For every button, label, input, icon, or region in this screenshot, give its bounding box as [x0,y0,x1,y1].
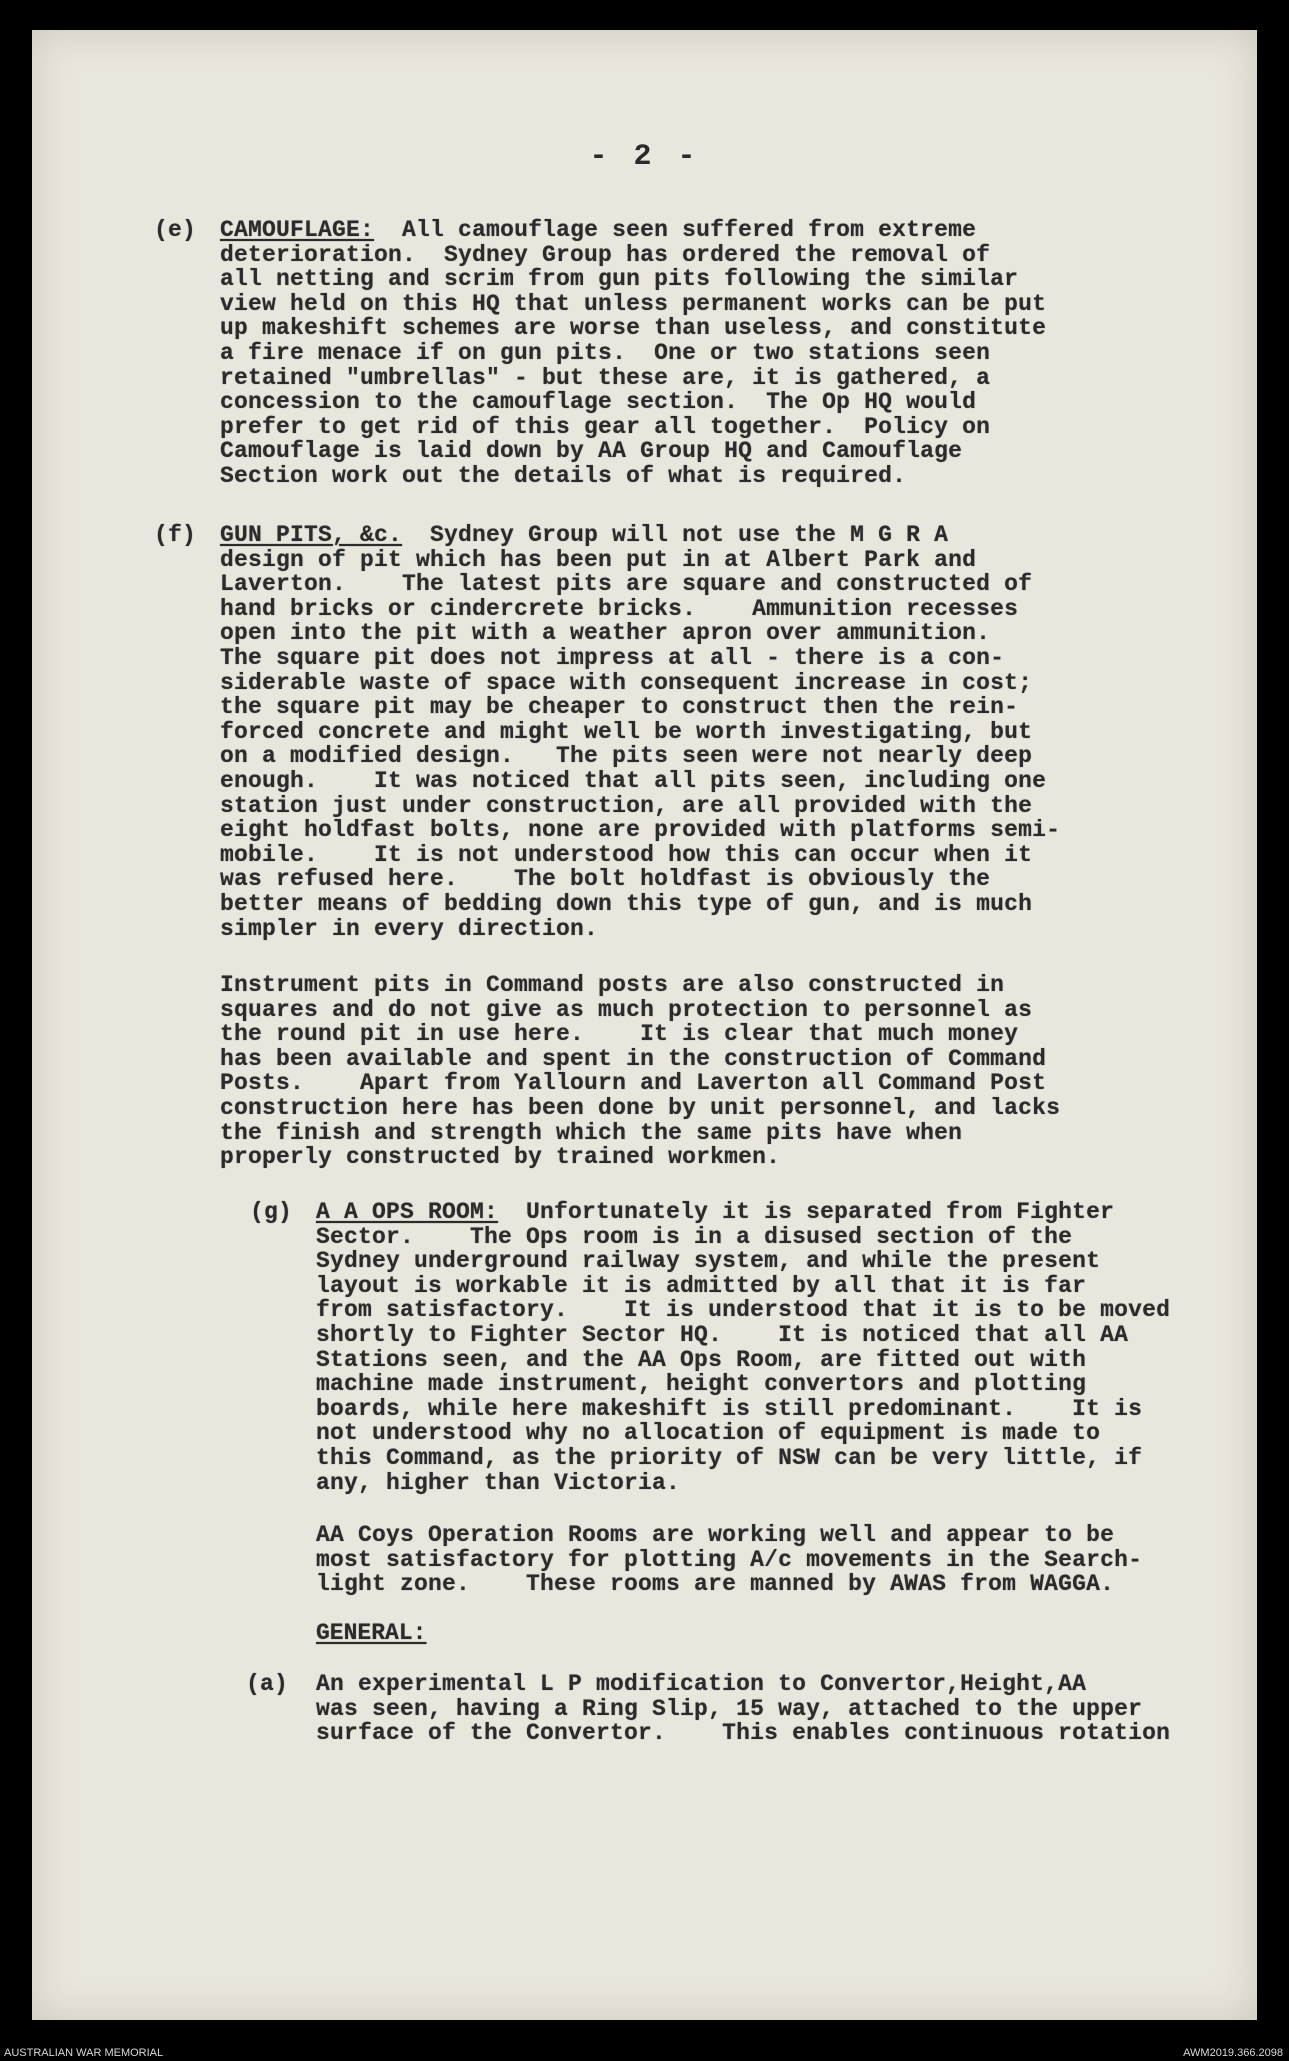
paragraph-line: GUN PITS, &c. Sydney Group will not use the M G R A [220,522,949,548]
paragraph-line: most satisfactory for plotting A/c movements in the Search- [316,1546,1143,1573]
paragraph-line: view held on this HQ that unless permanent works can be put [220,290,1047,317]
footer-accession-number: AWM2019.366.2098 [1183,2047,1283,2059]
paragraph-line: CAMOUFLAGE: All camouflage seen suffered from extreme [220,217,977,243]
paragraph-line: the finish and strength which the same pits have when [220,1119,963,1146]
paragraph-line: siderable waste of space with consequent increase in cost; [220,669,1033,696]
paragraph-line: deterioration. Sydney Group has ordered the removal of [220,241,991,268]
paragraph-line: Section work out the details of what is required. [220,462,907,489]
page-number: - 2 - [589,140,700,174]
paragraph-line: enough. It was noticed that all pits seen, including one [220,767,1047,794]
section-marker: (g) [250,1199,293,1225]
paragraph-line: better means of bedding down this type of gun, and is much [220,890,1033,917]
paragraph-instrument-pits [220,973,1180,1170]
section-marker: (e) [154,217,197,243]
paragraph-line: the round pit in use here. It is clear that much money [220,1021,1019,1048]
paragraph-line: concession to the camouflage section. The Op HQ would [220,389,977,416]
paragraph-line: open into the pit with a weather apron over ammunition. [220,620,991,647]
section-marker: (a) [246,1671,289,1697]
paragraph-line: layout is workable it is admitted by all that it is far [316,1272,1087,1299]
paragraph-line: boards, while here makeshift is still predominant. It is [316,1395,1143,1422]
paragraph-line: was seen, having a Ring Slip, 15 way, attached to the upper [316,1695,1143,1722]
paragraph-line: Instrument pits in Command posts are also constructed in [220,972,1005,998]
paragraph-line: Sector. The Ops room is in a disused section of the [316,1223,1073,1250]
paragraph-line: Sydney underground railway system, and while the present [316,1248,1101,1275]
paragraph-line: Posts. Apart from Yallourn and Laverton all Command Post [220,1070,1047,1097]
paragraph-line: simpler in every direction. [220,915,599,942]
paragraph-line: surface of the Convertor. This enables continuous rotation [316,1720,1171,1747]
section-marker: (f) [154,522,197,548]
paragraph-line: was refused here. The bolt holdfast is obviously the [220,866,991,893]
paragraph-line: squares and do not give as much protection to personnel as [220,996,1033,1023]
section-heading: A A OPS ROOM: [316,1199,499,1225]
paragraph-line: design of pit which has been put in at Albert Park and [220,546,977,573]
paragraph-line: the square pit may be cheaper to construct then the rein- [220,694,1019,721]
paragraph-line: eight holdfast bolts, none are provided with platforms semi- [220,817,1061,844]
paragraph-line: a fire menace if on gun pits. One or two stations seen [220,339,991,366]
paragraph-line: not understood why no allocation of equipment is made to [316,1420,1101,1447]
paragraph-line: shortly to Fighter Sector HQ. It is noticed that all AA [316,1321,1129,1348]
paragraph-aa-coys [316,1523,1216,1597]
footer-credit: AUSTRALIAN WAR MEMORIAL [4,2047,164,2059]
paragraph-line: from satisfactory. It is understood that it is to be moved [316,1297,1171,1324]
paragraph-line: up makeshift schemes are worse than useless, and constitute [220,315,1047,342]
section-gun-pits [154,522,1180,942]
paragraph-line: Laverton. The latest pits are square and constructed of [220,571,1033,598]
section-general-a [246,1671,1216,1747]
section-heading: GUN PITS, &c. [220,522,403,548]
paragraph-line: has been available and spent in the construction of Command [220,1045,1047,1072]
paragraph-line: this Command, as the priority of NSW can be very little, if [316,1444,1143,1471]
paragraph-line: station just under construction, are all provided with the [220,792,1033,819]
paragraph-line: properly constructed by trained workmen. [220,1144,781,1171]
paragraph-line: forced concrete and might well be worth investigating, but [220,718,1033,745]
section-aa-ops-room [250,1199,1216,1496]
section-camouflage [154,217,1180,489]
general-heading: GENERAL: [316,1620,427,1646]
paragraph-line: any, higher than Victoria. [316,1469,681,1496]
paragraph-line: all netting and scrim from gun pits following the similar [220,266,1019,293]
paragraph-line: AA Coys Operation Rooms are working well and appear to be [316,1522,1115,1548]
paragraph-line: construction here has been done by unit personnel, and lacks [220,1094,1061,1121]
paragraph-line: Camouflage is laid down by AA Group HQ and Camouflage [220,438,963,465]
paragraph-line: Stations seen, and the AA Ops Room, are fitted out with [316,1346,1087,1373]
paragraph-line: The square pit does not impress at all - there is a con- [220,644,1005,671]
section-heading: CAMOUFLAGE: [220,217,375,243]
paragraph-line: hand bricks or cindercrete bricks. Ammunition recesses [220,595,1019,622]
paragraph-line: prefer to get rid of this gear all together. Policy on [220,413,991,440]
paragraph-line: A A OPS ROOM: Unfortunately it is separated from Fighter [316,1199,1115,1225]
paragraph-line: light zone. These rooms are manned by AWAS from WAGGA. [316,1571,1115,1598]
paragraph-line: retained "umbrellas" - but these are, it is gathered, a [220,364,991,391]
paragraph-line: on a modified design. The pits seen were not nearly deep [220,743,1033,770]
paragraph-line: An experimental L P modification to Convertor,Height,AA [316,1671,1087,1697]
paragraph-line: machine made instrument, height convertors and plotting [316,1371,1087,1398]
paragraph-line: mobile. It is not understood how this can occur when it [220,841,1033,868]
